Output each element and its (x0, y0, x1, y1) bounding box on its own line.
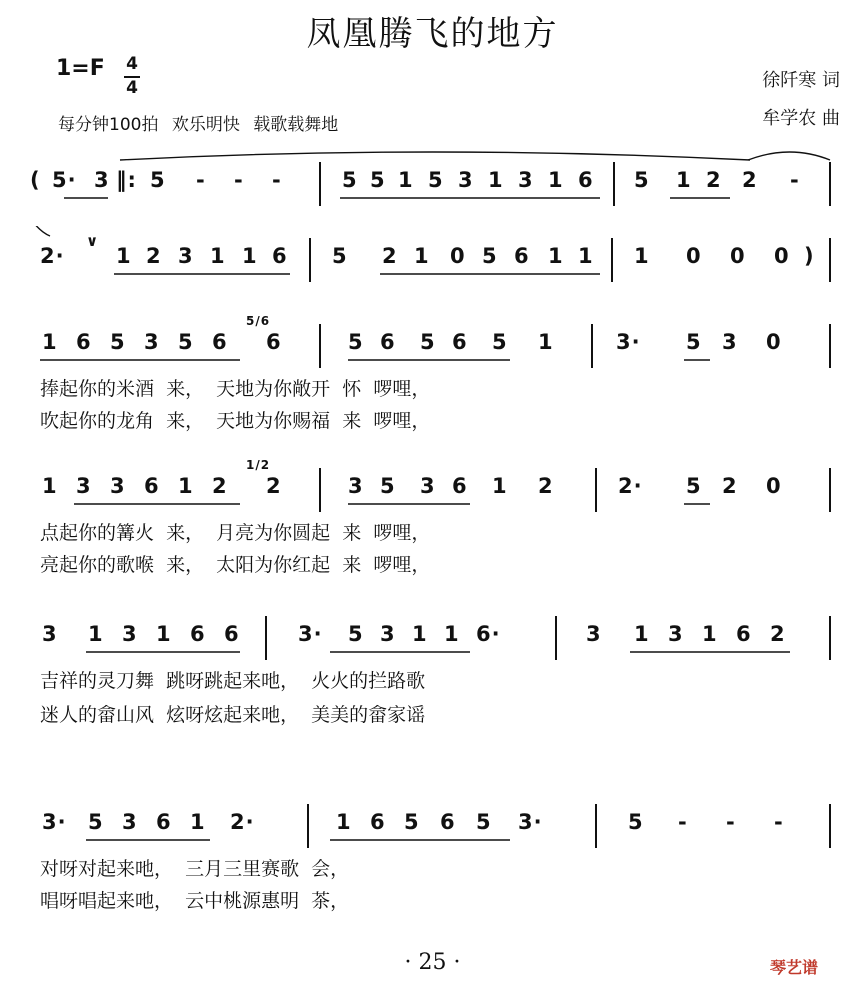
time-signature-numerator: 4 (126, 54, 138, 74)
note: 5 (686, 474, 702, 498)
note: 5 (370, 168, 386, 192)
note: 2 (382, 244, 398, 268)
composer-credit: 牟学农 曲 (762, 108, 840, 129)
note: 3· (518, 810, 543, 834)
note: 3 (458, 168, 474, 192)
note: 3 (42, 622, 58, 646)
note: 2 (742, 168, 758, 192)
note: 1 (210, 244, 226, 268)
note: 3 (76, 474, 92, 498)
note: 6 (380, 330, 396, 354)
note: 5 (628, 810, 644, 834)
note: 3 (586, 622, 602, 646)
grace-note: 5/6 (246, 314, 271, 328)
note: 1 (488, 168, 504, 192)
note: 0 (774, 244, 790, 268)
note: 1 (42, 330, 58, 354)
score-system-verse-3 (30, 604, 840, 726)
lyric-line-2: 吹起你的龙角 来， 天地为你赐福 来 啰哩， (40, 410, 431, 432)
note: 2 (722, 474, 738, 498)
note: ‖: (116, 168, 137, 192)
note: - (790, 168, 800, 192)
note: 0 (766, 330, 782, 354)
note: 3 (178, 244, 194, 268)
note: 1 (156, 622, 172, 646)
note: 1 (116, 244, 132, 268)
tempo-marking: 每分钟100拍 欢乐明快 载歌载舞地 (58, 115, 339, 135)
note: 3 (518, 168, 534, 192)
note: ) (804, 244, 815, 268)
note: 1 (702, 622, 718, 646)
note: 1 (88, 622, 104, 646)
note: 2 (538, 474, 554, 498)
note: 5 (88, 810, 104, 834)
note: 1 (492, 474, 508, 498)
note: - (774, 810, 784, 834)
note: 6 (370, 810, 386, 834)
note: 3 (668, 622, 684, 646)
note: 1 (190, 810, 206, 834)
note: 2· (618, 474, 643, 498)
note: 1 (412, 622, 428, 646)
score-system-verse-1 (30, 312, 840, 432)
note: 5 (332, 244, 348, 268)
note: 6 (144, 474, 160, 498)
note: 2 (266, 474, 282, 498)
note: 5 (348, 330, 364, 354)
note: 1 (42, 474, 58, 498)
note-row (30, 226, 840, 296)
note: 1 (398, 168, 414, 192)
note: - (196, 168, 206, 192)
note: 6 (440, 810, 456, 834)
note: 0 (766, 474, 782, 498)
score-system-verse-4 (30, 792, 840, 912)
note: 1 (578, 244, 594, 268)
note: 5 (482, 244, 498, 268)
note: 5 (476, 810, 492, 834)
page-number: · 25 · (404, 950, 461, 975)
breath-mark: ∨ (86, 232, 100, 250)
note: 0 (450, 244, 466, 268)
note: 3· (298, 622, 323, 646)
note: 1 (444, 622, 460, 646)
note: 1 (634, 244, 650, 268)
note: ( (30, 168, 41, 192)
note: 3 (420, 474, 436, 498)
note: 2· (40, 244, 65, 268)
score-system-intro-2 (30, 226, 840, 296)
note: 1 (414, 244, 430, 268)
note: 2· (230, 810, 255, 834)
watermark-logo: 琴艺谱 (770, 958, 819, 977)
lyric-line-1: 点起你的篝火 来， 月亮为你圆起 来 啰哩， (40, 522, 431, 544)
note: 5 (150, 168, 166, 192)
note: 0 (686, 244, 702, 268)
note: 3 (348, 474, 364, 498)
key-signature: 1=F (56, 56, 105, 81)
note: 5 (178, 330, 194, 354)
note: 6 (272, 244, 288, 268)
note: 3 (94, 168, 110, 192)
note-row (30, 150, 840, 220)
lyric-line-2: 迷人的畲山风 炫呀炫起来吔， 美美的畲家谣 (40, 704, 426, 726)
note: 3 (110, 474, 126, 498)
note-row (30, 312, 840, 382)
note: 1 (548, 244, 564, 268)
note: 5 (492, 330, 508, 354)
grace-note: 1/2 (246, 458, 271, 472)
note-row (30, 456, 840, 526)
note: 6 (452, 330, 468, 354)
note: 6 (224, 622, 240, 646)
note: - (678, 810, 688, 834)
note: 5 (110, 330, 126, 354)
note: 3· (42, 810, 67, 834)
note: - (234, 168, 244, 192)
note: 3 (122, 810, 138, 834)
note: 6 (452, 474, 468, 498)
note: 6 (578, 168, 594, 192)
note: 1 (676, 168, 692, 192)
note: 5 (380, 474, 396, 498)
note: 5 (348, 622, 364, 646)
note: 6 (266, 330, 282, 354)
note: 6 (190, 622, 206, 646)
note: 2 (770, 622, 786, 646)
note: 3 (380, 622, 396, 646)
note: 5 (404, 810, 420, 834)
lyric-line-2: 亮起你的歌喉 来， 太阳为你红起 来 啰哩， (40, 554, 431, 576)
note: 2 (706, 168, 722, 192)
note: 6 (212, 330, 228, 354)
note: - (272, 168, 282, 192)
note: 1 (242, 244, 258, 268)
note: 6 (736, 622, 752, 646)
song-title: 凤凰腾飞的地方 (306, 14, 559, 54)
note: 6· (476, 622, 501, 646)
score-system-verse-2 (30, 456, 840, 576)
note-row (30, 604, 840, 674)
lyric-line-2: 唱呀唱起来吔， 云中桃源惠明 茶， (40, 890, 350, 912)
note: 3 (144, 330, 160, 354)
score-system-intro-1 (30, 150, 840, 220)
time-signature-denominator: 4 (126, 78, 138, 98)
note: 6 (76, 330, 92, 354)
note: 3 (722, 330, 738, 354)
note: 3· (616, 330, 641, 354)
note: 5 (420, 330, 436, 354)
note: - (726, 810, 736, 834)
note: 0 (730, 244, 746, 268)
note: 6 (514, 244, 530, 268)
lyric-line-1: 捧起你的米酒 来， 天地为你敞开 怀 啰哩， (40, 378, 431, 400)
note: 1 (634, 622, 650, 646)
note: 1 (548, 168, 564, 192)
note: 5 (686, 330, 702, 354)
note: 1 (178, 474, 194, 498)
note: 5 (342, 168, 358, 192)
note: 2 (212, 474, 228, 498)
note: 3 (122, 622, 138, 646)
note: 6 (156, 810, 172, 834)
note: 5 (634, 168, 650, 192)
note: 5 (428, 168, 444, 192)
lyric-line-1: 吉祥的灵刀舞 跳呀跳起来吔， 火火的拦路歌 (40, 670, 426, 692)
lyricist-credit: 徐阡寒 词 (762, 70, 840, 91)
note: 1 (336, 810, 352, 834)
lyric-line-1: 对呀对起来吔， 三月三里赛歌 会， (40, 858, 350, 880)
note-row (30, 792, 840, 862)
note: 2 (146, 244, 162, 268)
note: 5· (52, 168, 77, 192)
note: 1 (538, 330, 554, 354)
